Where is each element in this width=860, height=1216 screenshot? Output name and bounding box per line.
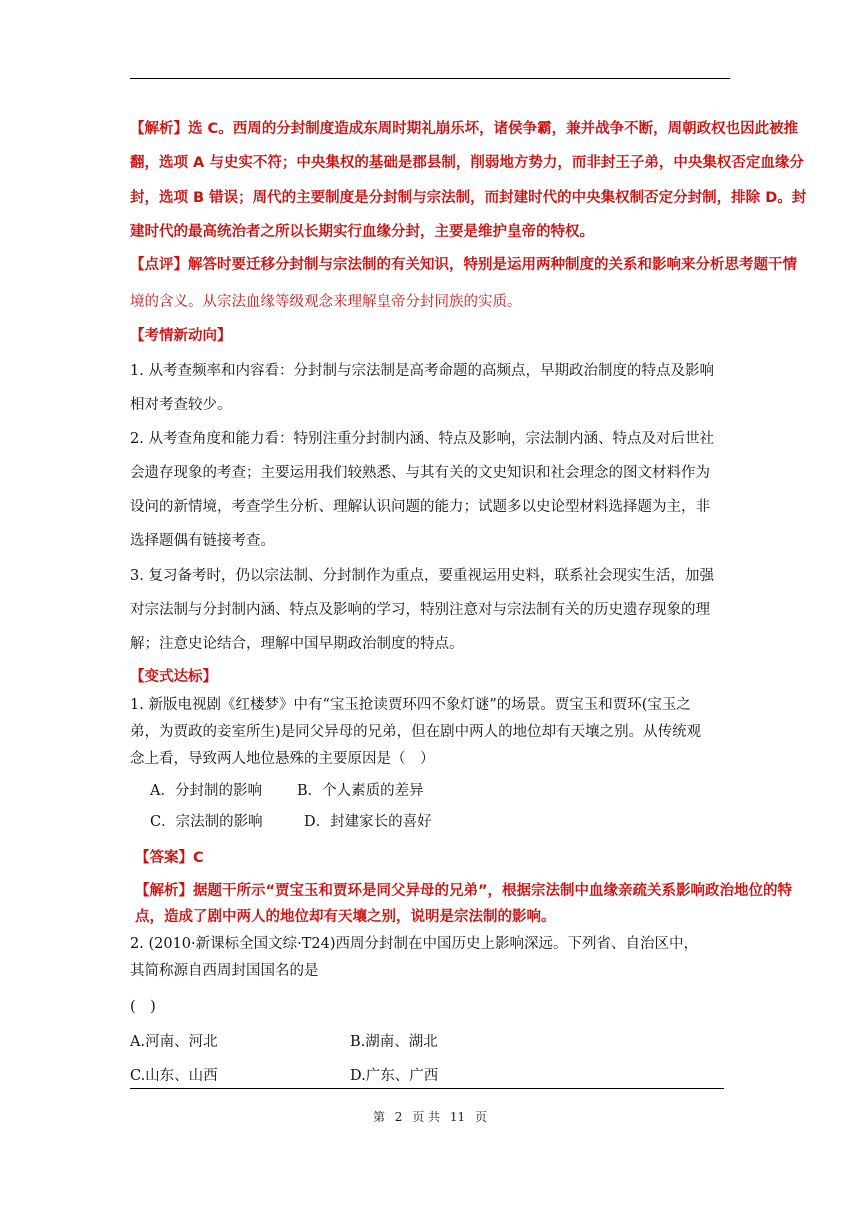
answer-analysis-line: 点，造成了剧中两人的地位却有天壤之别，说明是宗法制的影响。	[135, 909, 556, 925]
analysis-line: 【解析】选 C。西周的分封制度造成东周时期礼崩乐坏，诸侯争霸，兼并战争不断，周朝政权也因此被推	[130, 121, 799, 137]
option-a: A.河南、河北	[130, 1034, 218, 1050]
option-b: B.湖南、湖北	[350, 1034, 438, 1050]
footer-mid: 页 共	[412, 1110, 441, 1124]
trend-line: 会遗存现象的考查；主要运用我们较熟悉、与其有关的文史知识和社会理念的图文材料作为	[130, 465, 710, 481]
question-text: 弟，为贾政的妾室所生)是同父异母的兄弟，但在剧中两人的地位却有天壤之别。从传统观	[130, 724, 702, 740]
footer-rule	[130, 1088, 724, 1089]
trend-line: 相对考查较少。	[130, 397, 232, 413]
trend-heading: 【考情新动向】	[130, 327, 232, 344]
comment-line: 【点评】解答时要迁移分封制与宗法制的有关知识，特别是运用两种制度的关系和影响来分析思考题干情	[130, 257, 797, 273]
answer-label: 【答案】C	[135, 850, 204, 866]
question-text: 念上看，导致两人地位悬殊的主要原因是（ ）	[130, 751, 435, 767]
practice-heading: 【变式达标】	[130, 668, 217, 685]
trend-line: 设问的新情境，考查学生分析、理解认识问题的能力；试题多以史论型材料选择题为主，非	[130, 499, 710, 515]
comment-line: 境的含义。从宗法血缘等级观念来理解皇帝分封同族的实质。	[130, 294, 522, 310]
footer-total-pages: 11	[449, 1110, 466, 1124]
option-c: C.山东、山西	[130, 1068, 218, 1084]
option-b: B．个人素质的差异	[297, 783, 424, 799]
analysis-line: 建时代的最高统治者之所以长期实行血缘分封，主要是维护皇帝的特权。	[130, 224, 594, 240]
header-rule	[130, 78, 730, 79]
trend-line: 1. 从考查频率和内容看：分封制与宗法制是高考命题的高频点，早期政治制度的特点及影响	[130, 363, 714, 379]
option-d: D．封建家长的喜好	[304, 814, 432, 830]
footer-page-number: 2	[394, 1110, 403, 1124]
option-d: D.广东、广西	[350, 1068, 439, 1084]
trend-line: 对宗法制与分封制内涵、特点及影响的学习，特别注意对与宗法制有关的历史遗存现象的理	[130, 602, 710, 618]
trend-line: 2. 从考查角度和能力看：特别注重分封制内涵、特点及影响，宗法制内涵、特点及对后世社	[130, 431, 714, 447]
option-c: C．宗法制的影响	[150, 814, 263, 830]
analysis-line: 封，选项 B 错误；周代的主要制度是分封制与宗法制，而封建时代的中央集权制否定分封制，排除 D。封	[130, 190, 807, 206]
analysis-line: 翻，选项 A 与史实不符；中央集权的基础是郡县制，削弱地方势力，而非封王子弟，中央集权否定血缘分	[130, 155, 804, 171]
trend-line: 3. 复习备考时，仍以宗法制、分封制作为重点，要重视运用史料，联系社会现实生活，加强	[130, 568, 714, 584]
question-text: 2. (2010·新课标全国文综·T24)西周分封制在中国历史上影响深远。下列省、自治区中，	[130, 936, 698, 952]
footer-pre: 第	[372, 1110, 385, 1124]
question-text: 其简称源自西周封国国名的是	[130, 963, 319, 979]
answer-analysis-line: 【解析】据题干所示“贾宝玉和贾环是同父异母的兄弟”，根据宗法制中血缘亲疏关系影响政治地位的特	[135, 883, 793, 899]
footer-post: 页	[475, 1110, 488, 1124]
trend-line: 解；注意史论结合，理解中国早期政治制度的特点。	[130, 636, 464, 652]
question-paren: ( )	[130, 999, 156, 1015]
option-a: A．分封制的影响	[150, 783, 262, 799]
question-text: 1. 新版电视剧《红楼梦》中有“宝玉抢读贾环四不象灯谜”的场景。贾宝玉和贾环(宝玉之	[130, 697, 691, 713]
page-footer	[0, 1108, 860, 1125]
trend-line: 选择题偶有链接考查。	[130, 533, 275, 549]
